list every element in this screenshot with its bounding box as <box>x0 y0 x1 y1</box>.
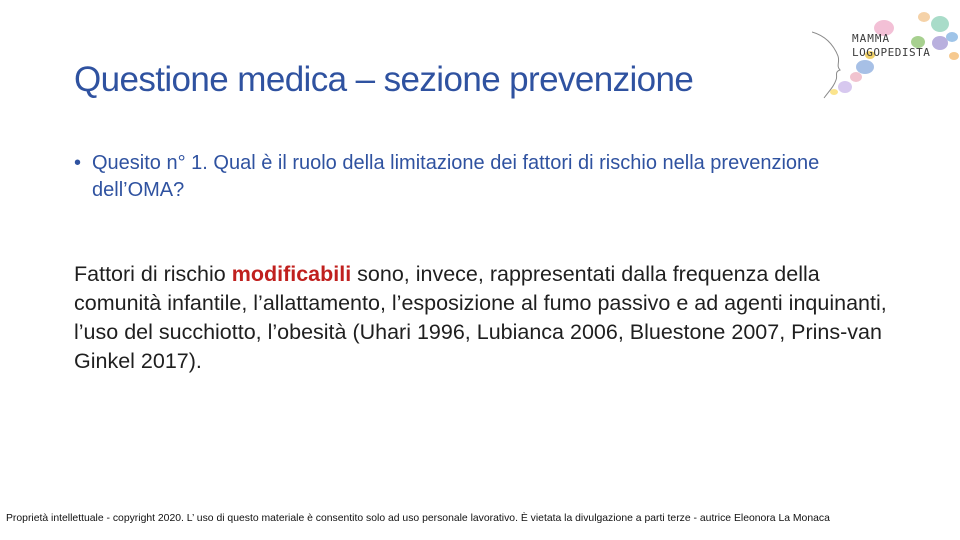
question-text: Quesito n° 1. Qual è il ruolo della limitazione dei fattori di rischio nella prevenzione dell’OMA? <box>92 152 820 201</box>
mamma-logopedista-logo <box>812 10 960 102</box>
logo-text-mamma: MAMMA <box>852 32 891 45</box>
question-bullet <box>74 150 912 204</box>
answer-highlight: modificabili <box>231 262 352 286</box>
bullet-marker: • <box>74 152 82 174</box>
logo-text-logopedista: LOGOPEDISTA <box>852 46 931 59</box>
copyright-footer: Proprietà intellettuale - copyright 2020. L’ uso di questo materiale è consentito solo ad uso personale lavorativo. È vietata la divulgazione a parti terze - autrice Eleonora La Monaca <box>6 513 830 524</box>
slide-title: Questione medica – sezione prevenzione <box>74 60 694 99</box>
answer-lead: Fattori di rischio <box>74 262 232 286</box>
answer-paragraph <box>74 260 894 376</box>
answer-rest: sono, invece, rappresentati dalla frequenza della comunità infantile, l’allattamento, l’esposizione al fumo passivo e ad agenti inquinanti, l’uso del succhiotto, l’obesità (Uhari 1996, Lubianca 2006, Bluestone 2007, Prins-van Ginkel 2017). <box>74 262 887 373</box>
